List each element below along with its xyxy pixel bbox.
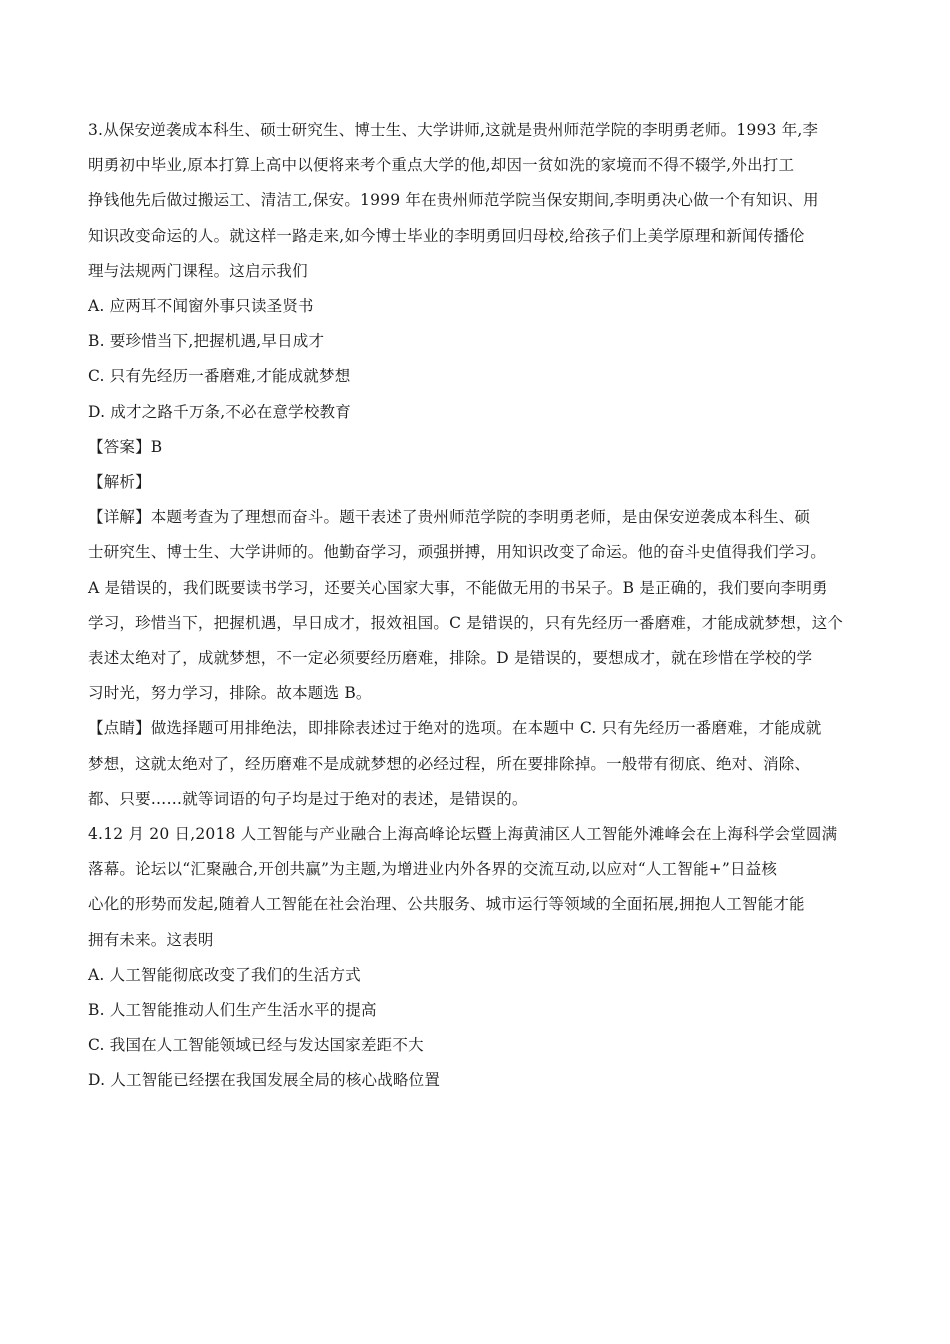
q3-detail-line: 【详解】本题考查为了理想而奋斗。题干表述了贵州师范学院的李明勇老师，是由保安逆袭成本科生、硕 — [88, 508, 811, 526]
q4-stem-line: 4.12 月 20 日,2018 人工智能与产业融合上海高峰论坛暨上海黄浦区人工智能外滩峰会在上海科学会堂圆满 — [88, 825, 838, 843]
q3-option-b: B. 要珍惜当下,把握机遇,早日成才 — [88, 332, 325, 350]
q3-detail-line: 学习，珍惜当下，把握机遇，早日成才，报效祖国。C 是错误的，只有先经历一番磨难，才能成就梦想，这个 — [88, 614, 844, 632]
q3-tip-line: 【点睛】做选择题可用排绝法，即排除表述过于绝对的选项。在本题中 C. 只有先经历一番磨难，才能成就 — [88, 719, 822, 737]
q3-stem-line: 明勇初中毕业,原本打算上高中以便将来考个重点大学的他,却因一贫如洗的家境而不得不辍学,外出打工 — [88, 156, 795, 174]
q4-option-b: B. 人工智能推动人们生产生活水平的提高 — [88, 1001, 377, 1019]
q3-option-d: D. 成才之路千万条,不必在意学校教育 — [88, 403, 351, 421]
q3-option-a: A. 应两耳不闻窗外事只读圣贤书 — [88, 297, 314, 315]
q3-stem-line: 3.从保安逆袭成本科生、硕士研究生、博士生、大学讲师,这就是贵州师范学院的李明勇老师。1993 年,李 — [88, 121, 819, 139]
q4-option-c: C. 我国在人工智能领域已经与发达国家差距不大 — [88, 1036, 424, 1054]
q3-detail-line: 表述太绝对了，成就梦想，不一定必须要经历磨难，排除。D 是错误的，要想成才，就在珍惜在学校的学 — [88, 649, 813, 667]
q4-stem-line: 落幕。论坛以“汇聚融合,开创共赢”为主题,为增进业内外各界的交流互动,以应对“人工智能+”日益核 — [88, 860, 778, 878]
q4-option-d: D. 人工智能已经摆在我国发展全局的核心战略位置 — [88, 1071, 441, 1089]
q3-tip-line: 都、只要……就等词语的句子均是过于绝对的表述，是错误的。 — [88, 790, 528, 808]
q3-stem-line: 挣钱他先后做过搬运工、清洁工,保安。1999 年在贵州师范学院当保安期间,李明勇决心做一个有知识、用 — [88, 191, 819, 209]
q3-stem-line: 知识改变命运的人。就这样一路走来,如今博士毕业的李明勇回归母校,给孩子们上美学原理和新闻传播伦 — [88, 227, 805, 245]
q4-stem-line: 拥有未来。这表明 — [88, 931, 214, 949]
q4-option-a: A. 人工智能彻底改变了我们的生活方式 — [88, 966, 361, 984]
q3-answer: 【答案】B — [88, 438, 163, 456]
q3-tip-line: 梦想，这就太绝对了，经历磨难不是成就梦想的必经过程，所在要排除掉。一般带有彻底、绝对、消除、 — [88, 755, 811, 773]
q3-detail-line: 习时光，努力学习，排除。故本题选 B。 — [88, 684, 372, 702]
q3-detail-line: 士研究生、博士生、大学讲师的。他勤奋学习，顽强拼搏，用知识改变了命运。他的奋斗史值得我们学习。 — [88, 543, 826, 561]
q3-option-c: C. 只有先经历一番磨难,才能成就梦想 — [88, 367, 351, 385]
q4-stem-line: 心化的形势而发起,随着人工智能在社会治理、公共服务、城市运行等领域的全面拓展,拥抱人工智能才能 — [88, 895, 805, 913]
q3-analysis-title: 【解析】 — [88, 473, 151, 491]
q3-stem-line: 理与法规两门课程。这启示我们 — [88, 262, 308, 280]
q3-detail-line: A 是错误的，我们既要读书学习，还要关心国家大事，不能做无用的书呆子。B 是正确的，我们要向李明勇 — [88, 579, 828, 597]
